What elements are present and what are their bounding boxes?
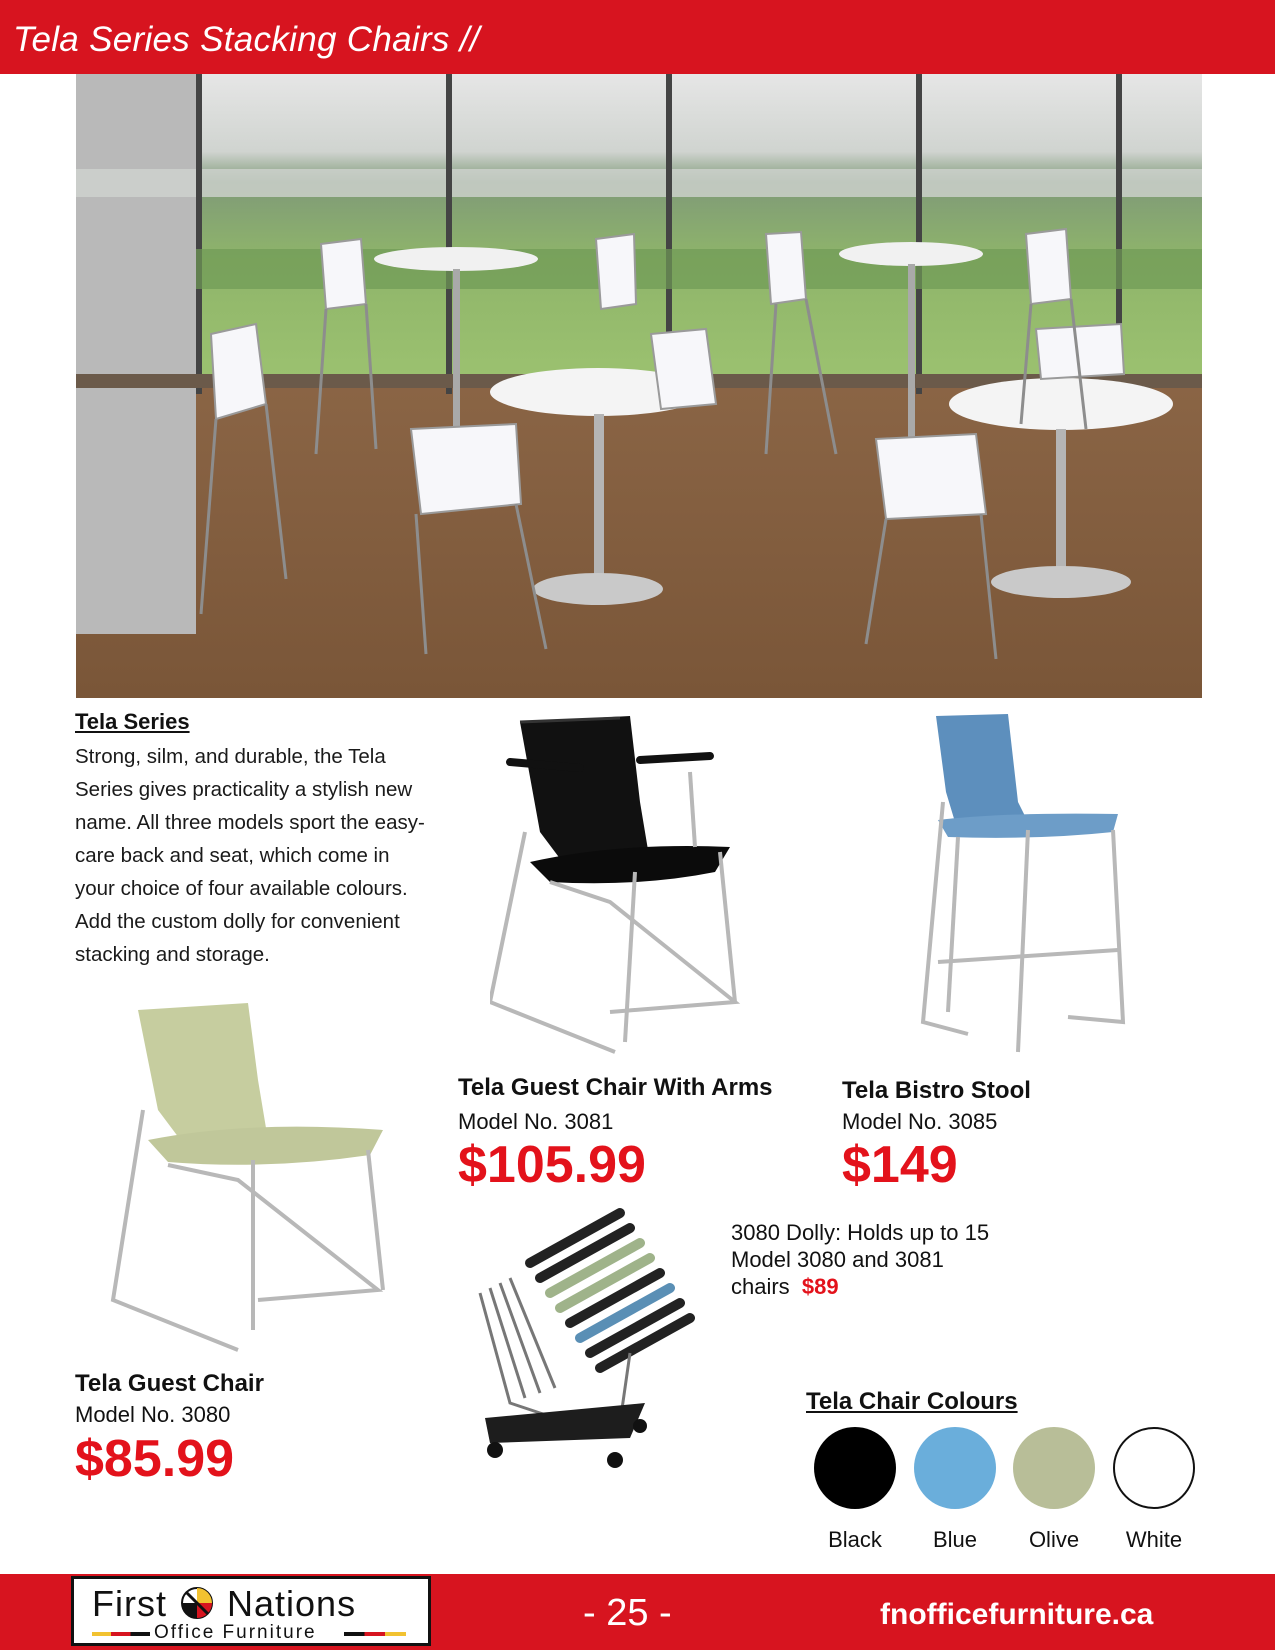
series-description: Strong, silm, and durable, the Tela Series gives practicality a stylish new name. All three models sport the easy-care back and seat, which come in your choice of four available colours. Add the custom dolly for convenient stacking and storage. bbox=[75, 745, 425, 966]
product-model-guest-chair: Model No. 3080 bbox=[75, 1402, 231, 1427]
logo-stripe-left bbox=[92, 1632, 150, 1636]
swatch-olive bbox=[1013, 1427, 1095, 1509]
colours-heading: Tela Chair Colours bbox=[806, 1388, 1018, 1415]
swatch-white bbox=[1113, 1427, 1195, 1509]
logo-stripe-right bbox=[344, 1632, 406, 1636]
series-heading: Tela Series bbox=[75, 709, 190, 734]
hero-photo bbox=[76, 74, 1202, 698]
product-model-bistro-stool: Model No. 3085 bbox=[842, 1109, 998, 1134]
logo-word-first: First bbox=[92, 1583, 167, 1624]
guest-chair-with-arms-image bbox=[490, 712, 790, 1062]
dolly-price: $89 bbox=[801, 1274, 839, 1299]
product-price-guest-chair: $85.99 bbox=[75, 1430, 235, 1488]
swatch-label-blue: Blue bbox=[932, 1527, 978, 1552]
product-name-guest-chair: Tela Guest Chair bbox=[75, 1370, 264, 1397]
page-number: - 25 - bbox=[583, 1592, 672, 1634]
bistro-stool-image bbox=[918, 712, 1138, 1062]
logo-word-nations: Nations bbox=[227, 1583, 357, 1624]
product-price-guest-chair-arms: $105.99 bbox=[458, 1136, 646, 1194]
logo-wordmark bbox=[92, 1583, 356, 1625]
guest-chair-image bbox=[108, 1000, 408, 1355]
medicine-wheel-icon bbox=[180, 1586, 214, 1620]
logo-subtitle: Office Furniture bbox=[154, 1622, 317, 1643]
product-model-guest-chair-arms: Model No. 3081 bbox=[458, 1109, 614, 1134]
cafe-scene-illustration bbox=[76, 74, 1202, 698]
swatch-label-olive: Olive bbox=[1028, 1527, 1080, 1552]
product-name-guest-chair-arms: Tela Guest Chair With Arms bbox=[458, 1074, 773, 1101]
product-name-bistro-stool: Tela Bistro Stool bbox=[842, 1077, 1031, 1104]
product-price-bistro-stool: $149 bbox=[842, 1136, 958, 1194]
swatch-label-white: White bbox=[1125, 1527, 1183, 1552]
swatch-blue bbox=[914, 1427, 996, 1509]
dolly-image bbox=[470, 1203, 715, 1473]
website-url[interactable]: fnofficefurniture.ca bbox=[880, 1598, 1154, 1631]
dolly-text: 3080 Dolly: Holds up to 15 Model 3080 and 3081 chairs bbox=[731, 1220, 990, 1299]
swatch-label-black: Black bbox=[828, 1527, 882, 1552]
company-logo bbox=[71, 1576, 431, 1646]
page-title: Tela Series Stacking Chairs // bbox=[13, 20, 480, 59]
swatch-black bbox=[814, 1427, 896, 1509]
dolly-description bbox=[731, 1219, 1031, 1300]
